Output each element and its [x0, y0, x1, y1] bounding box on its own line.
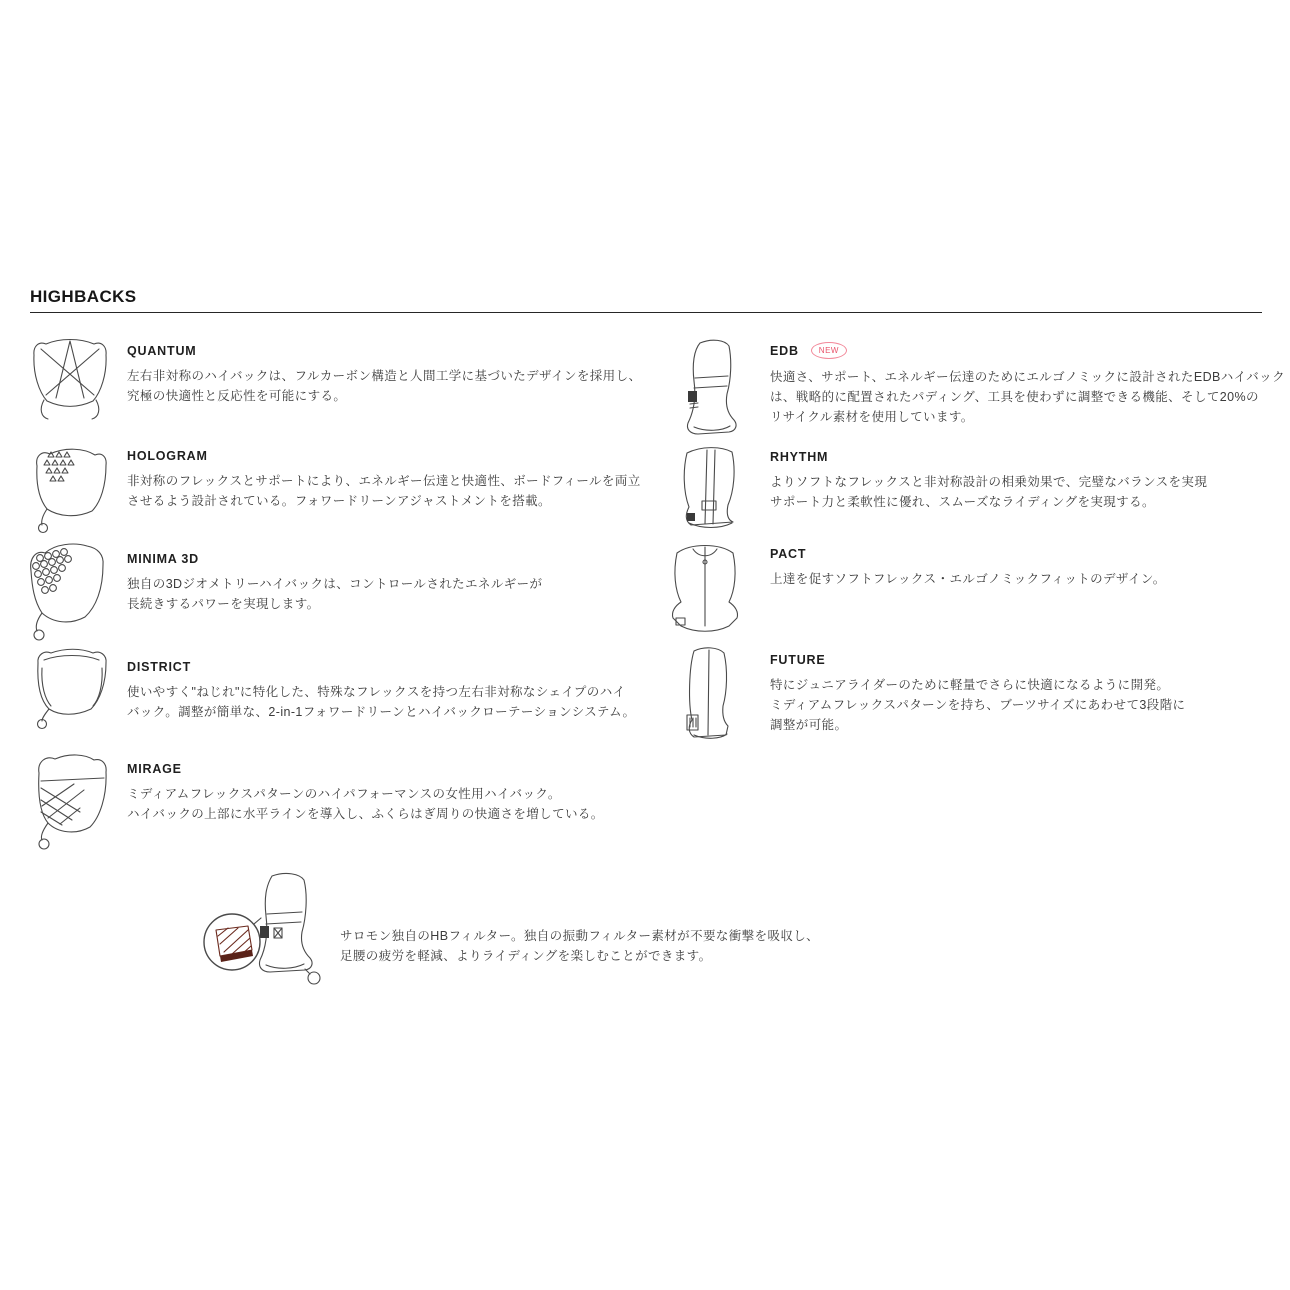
highback-description-line: は、戦略的に配置されたパディング、工具を使わずに調整できる機能、そして20%の — [770, 390, 1259, 404]
highback-name: RHYTHM — [770, 450, 829, 464]
highback-description-line: 究極の快適性と反応性を可能にする。 — [127, 389, 347, 403]
edb-highback-illustration — [668, 336, 746, 447]
highback-description-line: 上達を促すソフトフレックス・エルゴノミックフィットのデザイン。 — [770, 572, 1166, 586]
highback-description-line: ミディアムフレックスパターンのハイパフォーマンスの女性用ハイバック。 — [127, 787, 561, 801]
district-highback-illustration — [28, 646, 110, 737]
highback-name: FUTURE — [770, 653, 826, 667]
hb-filter-description-line: 足腰の疲労を軽減、よりライディングを楽しむことができます。 — [340, 949, 712, 963]
hb-filter-description-line: サロモン独自のHBフィルター。独自の振動フィルター素材が不要な衝撃を吸収し、 — [340, 929, 820, 943]
highback-name — [770, 342, 1285, 359]
pact-highback-illustration — [664, 538, 746, 645]
highback-description-line: バック。調整が簡単な、2-in-1フォワードリーンとハイバックローテーションシステム。 — [127, 705, 636, 719]
highback-name: PACT — [770, 547, 807, 561]
highback-name: QUANTUM — [127, 344, 197, 358]
rhythm-highback-illustration — [672, 443, 744, 538]
future-highback-illustration — [672, 643, 744, 750]
highback-name: MINIMA 3D — [127, 552, 200, 566]
highback-description-line: ミディアムフレックスパターンを持ち、ブーツサイズにあわせて3段階に — [770, 698, 1186, 712]
quantum-highback-illustration — [26, 336, 114, 433]
highback-description-line: 特にジュニアライダーのために軽量でさらに快適になるように開発。 — [770, 678, 1170, 692]
highback-name: DISTRICT — [127, 660, 192, 674]
mirage-highback-illustration — [28, 750, 110, 857]
highback-description-line: サポート力と柔軟性に優れ、スムーズなライディングを実現する。 — [770, 495, 1155, 509]
highback-description-line: 使いやすく"ねじれ"に特化した、特殊なフレックスを持つ左右非対称なシェイプのハイ — [127, 685, 626, 699]
highback-description-line: 快適さ、サポート、エネルギー伝達のためにエルゴノミックに設計されたEDBハイバック — [770, 370, 1285, 384]
highback-description-line: 非対称のフレックスとサポートにより、エネルギー伝達と快適性、ボードフィールを両立 — [127, 474, 641, 488]
hb-filter-illustration — [198, 868, 338, 1011]
page-title: HIGHBACKS — [30, 287, 137, 306]
highback-description-line: 長続きするパワーを実現します。 — [127, 597, 320, 611]
highback-description-line: ハイバックの上部に水平ラインを導入し、ふくらはぎ周りの快適さを増している。 — [127, 807, 604, 821]
highback-description-line: よりソフトなフレックスと非対称設計の相乗効果で、完璧なバランスを実現 — [770, 475, 1208, 489]
highback-description-line: リサイクル素材を使用しています。 — [770, 410, 974, 424]
highback-name: HOLOGRAM — [127, 449, 208, 463]
hologram-highback-illustration — [28, 445, 110, 540]
new-badge: NEW — [811, 342, 847, 359]
highback-description-line: 調整が可能。 — [770, 718, 848, 732]
highback-name: MIRAGE — [127, 762, 182, 776]
title-divider — [30, 312, 1262, 313]
highback-description-line: させるよう設計されている。フォワードリーンアジャストメントを搭載。 — [127, 494, 551, 508]
highback-name-text: EDB — [770, 344, 799, 358]
highback-description-line: 独自の3Dジオメトリーハイバックは、コントロールされたエネルギーが — [127, 577, 543, 591]
minima-3d-highback-illustration — [24, 540, 112, 651]
highback-description-line: 左右非対称のハイバックは、フルカーボン構造と人間工学に基づいたデザインを採用し、 — [127, 369, 642, 383]
